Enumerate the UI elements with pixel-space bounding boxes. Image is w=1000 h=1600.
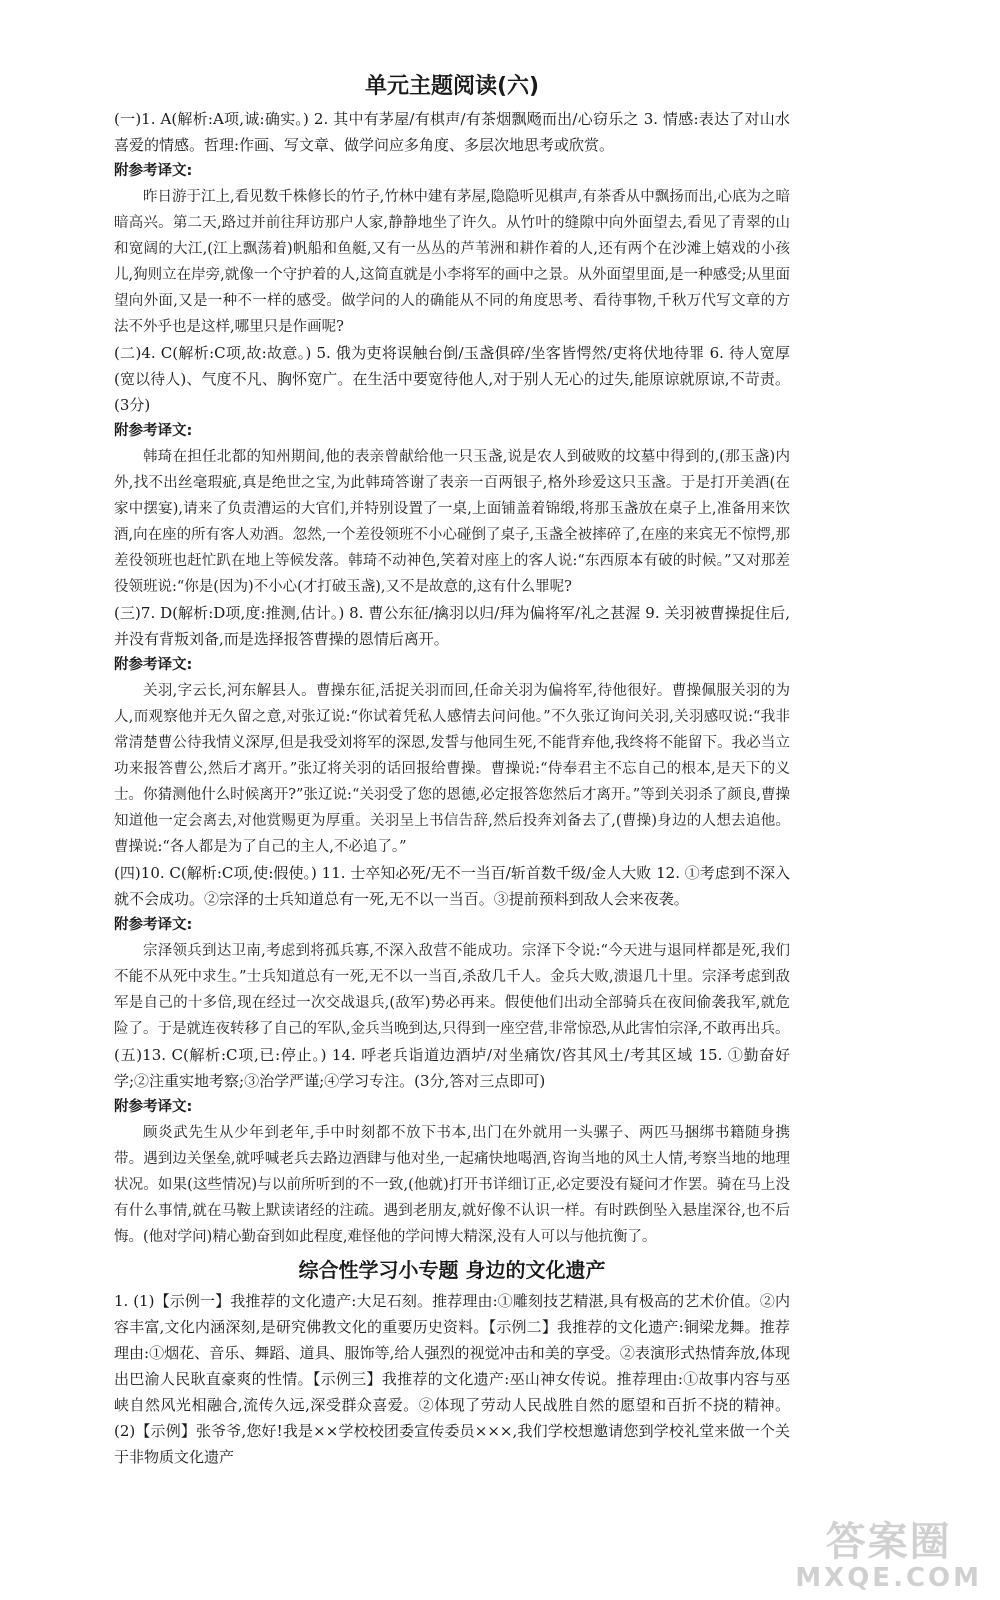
reference-label: 附参考译文: xyxy=(114,1099,193,1115)
page-title: 单元主题阅读(六) xyxy=(364,74,540,99)
section-3 xyxy=(114,600,790,860)
answer-block: (五)13. C(解析:C项,已:停止。) 14. 呼老兵诣道边酒垆/对坐痛饮/咨其风土/考其区域 15. ①勤奋好学;②注重实地考察;③治学严谨;④学习专注。(3分,答对三点即可) xyxy=(114,1046,790,1090)
reference-label: 附参考译文: xyxy=(114,423,193,439)
final-answer-block: 1. (1)【示例一】我推荐的文化遗产:大足石刻。推荐理由:①雕刻技艺精湛,具有极高的艺术价值。②内容丰富,文化内涵深刻,是研究佛教文化的重要历史资料。【示例二】我推荐的文化遗产:铜梁龙舞。推荐理由:①烟花、音乐、舞蹈、道具、服饰等,给人强烈的视觉冲击和美的享受。②表演形式热情奔放,体现出巴渝人民耿直豪爽的性情。【示例三】我推荐的文化遗产:巫山神女传说。推荐理由:①故事内容与巫峡自然风光相融合,流传久远,深受群众喜爱。②体现了劳动人民战胜自然的愿望和百折不挠的精神。 (2)【示例】张爷爷,您好!我是××学校校团委宣传委员×××,我们学校想邀请您到学校礼堂来做一个关于非物质文化遗产 xyxy=(114,1292,790,1466)
translation-block: 关羽,字云长,河东解县人。曹操东征,活捉关羽而回,任命关羽为偏将军,待他很好。曹操佩服关羽的为人,而观察他并无久留之意,对张辽说:“你试着凭私人感情去问问他。”不久张辽询问关羽,关羽感叹说:“我非常清楚曹公待我情义深厚,但是我受刘将军的深恩,发誓与他同生死,不能背弃他,我终将不能留下。我必当立功来报答曹公,然后才离开。”张辽将关羽的话回报给曹操。曹操说:“侍奉君主不忘自己的根本,是天下的义士。你猜测他什么时候离开?”张辽说:“关羽受了您的恩德,必定报答您然后才离开。”等到关羽杀了颜良,曹操知道他一定会离去,对他赏赐更为厚重。关羽呈上书信告辞,然后投奔刘备去了,(曹操)身边的人想去追他。曹操说:“各人都是为了自己的主人,不必追了。” xyxy=(114,683,790,855)
answer-block: (四)10. C(解析:C项,使:假使。) 11. 士卒知必死/无不一当百/斩首数千级/金人大败 12. ①考虑到不深入就不会成功。②宗泽的士兵知道总有一死,无不以一当百。③提前预料到敌人会来夜袭。 xyxy=(114,864,790,908)
translation-block: 昨日游于江上,看见数千株修长的竹子,竹林中建有茅屋,隐隐听见棋声,有茶香从中飘扬而出,心底为之暗暗高兴。第二天,路过并前往拜访那户人家,静静地坐了许久。从竹叶的缝隙中向外面望去,看见了青翠的山和宽阔的大江,(江上飘荡着)帆船和鱼艇,又有一丛丛的芦苇洲和耕作着的人,还有两个在沙滩上嬉戏的小孩儿,狗则立在岸旁,就像一个守护着的人,这简直就是小李将军的画中之景。从外面望里面,是一种感受;从里面望向外面,又是一种不一样的感受。做学问的人的确能从不同的角度思考、看待事物,千秋万代写文章的方法不外乎也是这样,哪里只是作画呢? xyxy=(114,189,790,335)
watermark-text: 答案圈 xyxy=(825,1519,952,1565)
answer-block: (二)4. C(解析:C项,故:故意。) 5. 俄为吏将误触台倒/玉盏俱碎/坐客皆愕然/吏将伏地待罪 6. 待人宽厚(宽以待人)、气度不凡、胸怀宽广。在生活中要宽待他人,对于别人无心的过失,能原谅就原谅,不苛责。(3分) xyxy=(114,344,790,414)
translation-block: 韩琦在担任北都的知州期间,他的表亲曾献给他一只玉盏,说是农人到破败的坟墓中得到的,(那玉盏)内外,找不出丝毫瑕疵,真是绝世之宝,为此韩琦答谢了表亲一百两银子,格外珍爱这只玉盏。于是打开美酒(在家中摆宴),请来了负责漕运的大官们,并特别设置了一桌,上面铺盖着锦缎,将那玉盏放在桌子上,准备用来饮酒,向在座的所有客人劝酒。忽然,一个差役领班不小心碰倒了桌子,玉盏全被摔碎了,在座的来宾无不惊愕,那差役领班也赶忙趴在地上等候发落。韩琦不动神色,笑着对座上的客人说:“东西原本有破的时候。”又对那差役领班说:“你是(因为)不小心(才打破玉盏),又不是故意的,这有什么罪呢? xyxy=(114,449,790,595)
answer-block: (三)7. D(解析:D项,度:推测,估计。) 8. 曹公东征/擒羽以归/拜为偏将军/礼之甚渥 9. 关羽被曹操捉住后,并没有背叛刘备,而是选择报答曹操的恩情后离开。 xyxy=(114,604,790,648)
translation-block: 宗泽领兵到达卫南,考虑到将孤兵寡,不深入敌营不能成功。宗泽下令说:“今天进与退同样都是死,我们不能不从死中求生。”士兵知道总有一死,无不以一当百,杀敌几千人。金兵大败,溃退几十里。宗泽考虑到敌军是自己的十多倍,现在经过一次交战退兵,(敌军)势必再来。假使他们出动全部骑兵在夜间偷袭我军,就危险了。于是就连夜转移了自己的军队,金兵当晚到达,只得到一座空营,非常惊恐,从此害怕宗泽,不敢再出兵。 xyxy=(114,943,790,1037)
reference-label: 附参考译文: xyxy=(114,163,193,179)
section-5 xyxy=(114,1042,790,1250)
reference-label: 附参考译文: xyxy=(114,657,193,673)
section-subtitle: 综合性学习小专题 身边的文化遗产 xyxy=(298,1258,606,1282)
section-4 xyxy=(114,860,790,1042)
watermark-url: MXQE.COM xyxy=(795,1563,982,1593)
translation-block: 顾炎武先生从少年到老年,手中时刻都不放下书本,出门在外就用一头骡子、两匹马捆绑书籍随身携带。遇到边关堡垒,就呼喊老兵去路边酒肆与他对坐,一起痛快地喝酒,咨询当地的风土人情,考察当地的地理状况。如果(这些情况)与以前所听到的不一致,(他就)打开书详细订正,必定要没有疑问才作罢。骑在马上没有什么事情,就在马鞍上默读诸经的注疏。遇到老朋友,就好像不认识一样。有时跌倒坠入悬崖深谷,也不后悔。(他对学问)精心勤奋到如此程度,难怪他的学问博大精深,没有人可以与他抗衡了。 xyxy=(114,1125,790,1245)
section-2 xyxy=(114,340,790,600)
answer-block: (一)1. A(解析:A项,诚:确实。) 2. 其中有茅屋/有棋声/有茶烟飘飏而出/心窃乐之 3. 情感:表达了对山水喜爱的情感。哲理:作画、写文章、做学问应多角度、多层次地思考或欣赏。 xyxy=(114,110,790,154)
answer-page xyxy=(114,72,790,1470)
reference-label: 附参考译文: xyxy=(114,917,193,933)
section-1 xyxy=(114,106,790,340)
watermark-logo xyxy=(795,1520,982,1592)
